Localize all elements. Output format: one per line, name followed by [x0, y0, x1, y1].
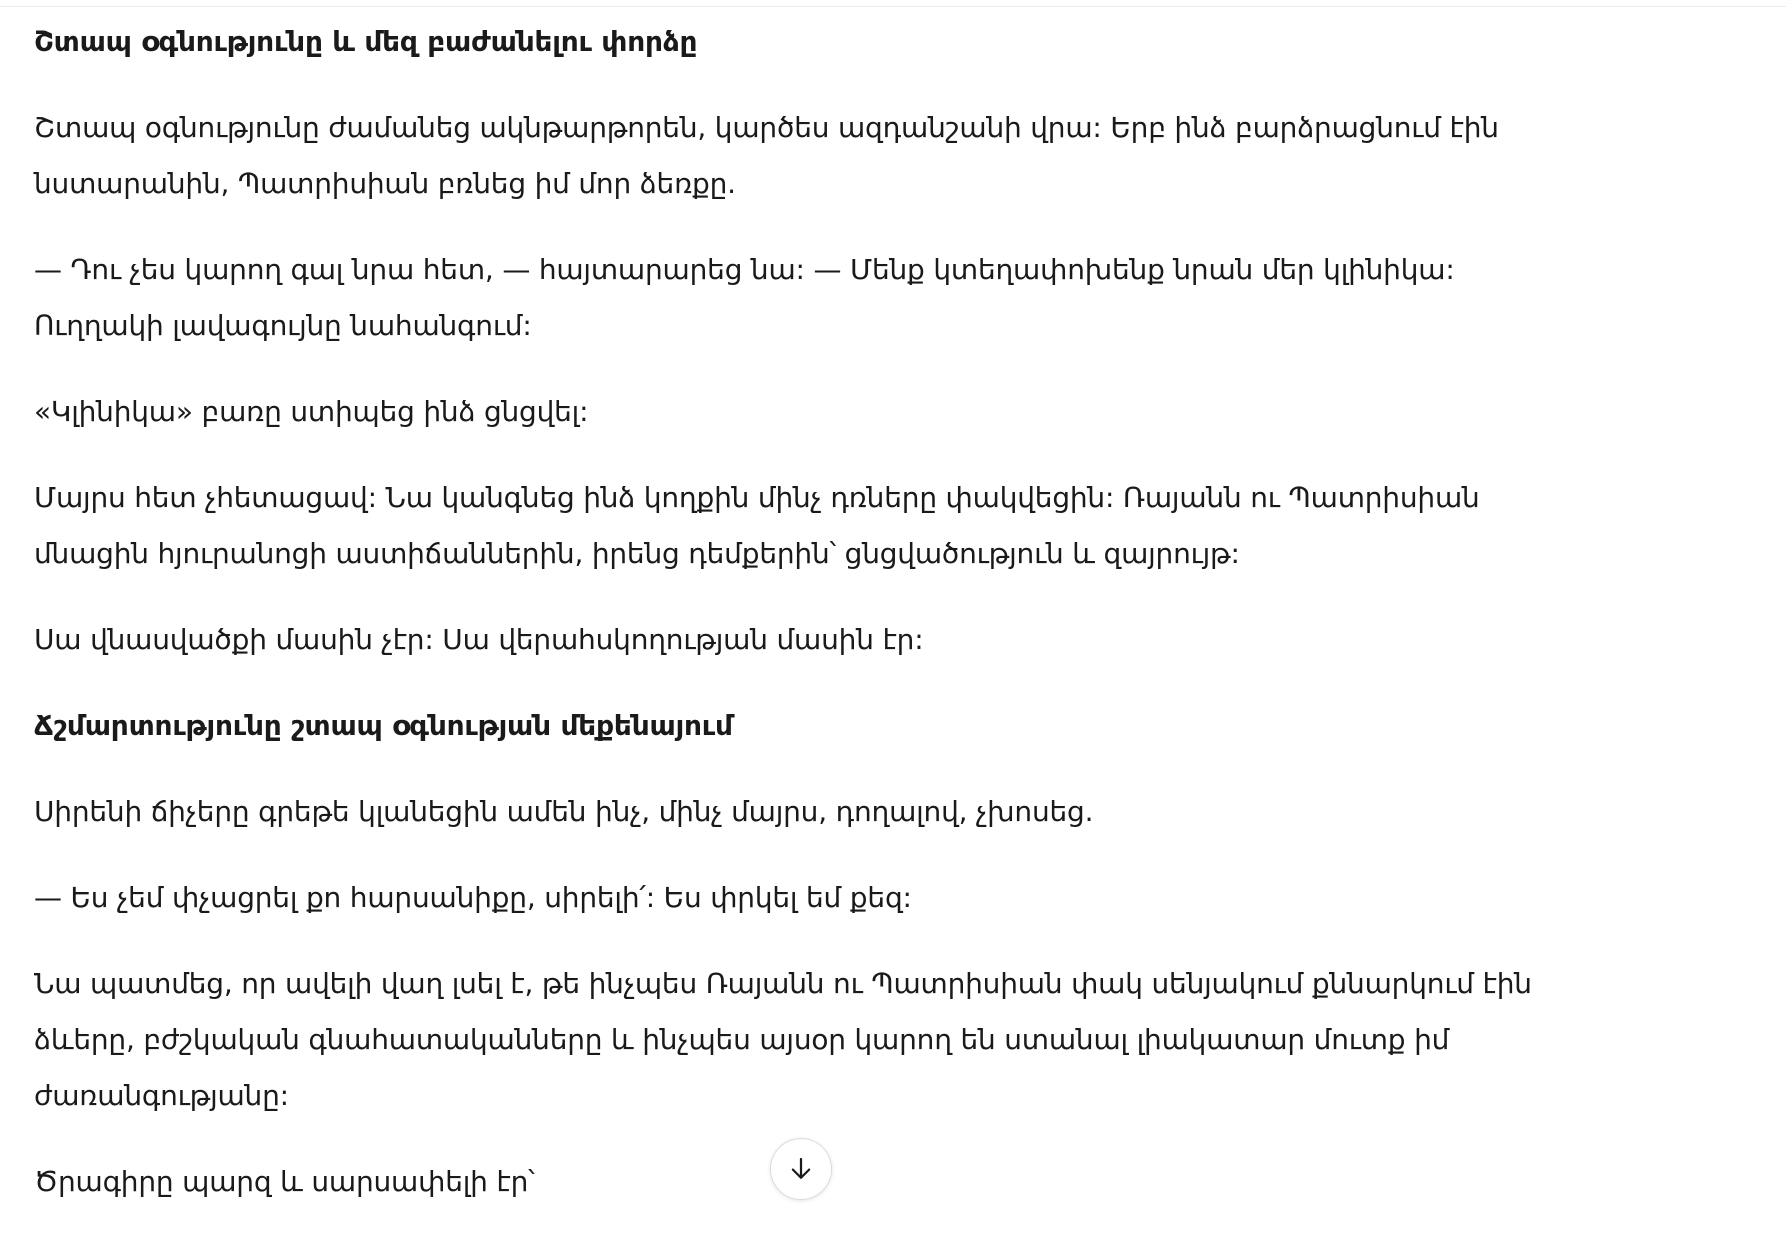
- top-divider: [0, 6, 1786, 7]
- paragraph: Սիրենի ճիչերը գրեթե կլանեցին ամեն ինչ, մինչ մայրս, դողալով, չխոսեց.: [34, 795, 1094, 828]
- paragraph: Սա վնասվածքի մասին չէր: Սա վերահսկողության մասին էր:: [34, 623, 924, 656]
- article-body: [34, 10, 1564, 1236]
- paragraph: Ծրագիրը պարզ և սարսափելի էր՝: [34, 1165, 535, 1198]
- paragraph: Նա պատմեց, որ ավելի վաղ լսել է, թե ինչպես Ռայանն ու Պատրիսիան փակ սենյակում քննարկում էին ձևերը, բժշկական գնահատականները և ինչպես այսօր կարող են ստանալ լիակատար մուտք իմ ժառանգությանը:: [34, 967, 1532, 1112]
- section-heading: Շտապ օգնությունը և մեզ բաժանելու փորձը: [34, 25, 698, 58]
- section-heading: Ճշմարտությունը շտապ օգնության մեքենայում: [34, 709, 733, 742]
- paragraph: — Ես չեմ փչացրել քո հարսանիքը, սիրելի՛: Ես փրկել եմ քեզ:: [34, 881, 912, 914]
- paragraph: Մայրս հետ չհետացավ: Նա կանգնեց ինձ կողքին մինչ դռները փակվեցին: Ռայանն ու Պատրիսիան մնացին հյուրանոցի աստիճաններին, իրենց դեմքերին՝ ցնցվածություն և զայրույթ:: [34, 481, 1480, 570]
- paragraph: «Կլինիկա» բառը ստիպեց ինձ ցնցվել:: [34, 395, 589, 428]
- arrow-down-icon: [786, 1154, 816, 1184]
- paragraph: Շտապ օգնությունը ժամանեց ակնթարթորեն, կարծես ազդանշանի վրա: Երբ ինձ բարձրացնում էին նստարանին, Պատրիսիան բռնեց իմ մոր ձեռքը.: [34, 111, 1499, 200]
- scroll-to-bottom-button[interactable]: [770, 1138, 832, 1200]
- paragraph: — Դու չես կարող գալ նրա հետ, — հայտարարեց նա: — Մենք կտեղափոխենք նրան մեր կլինիկա: Ուղղակի լավագույնը նահանգում:: [34, 253, 1455, 342]
